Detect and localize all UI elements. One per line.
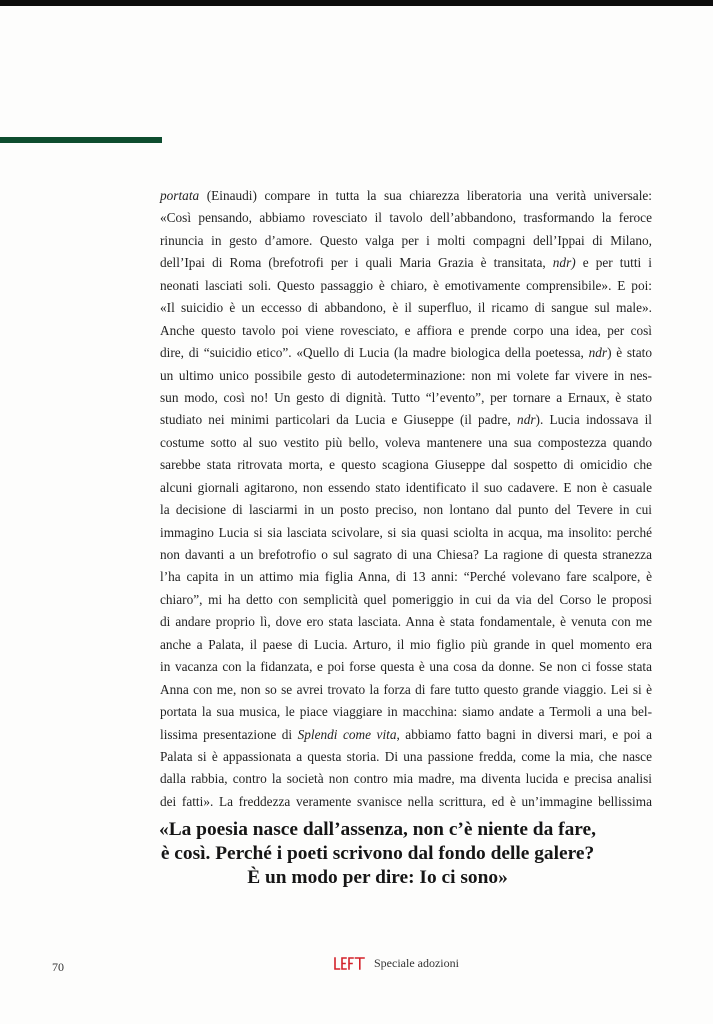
text-run: dell’Ipai di Roma (brefotrofi per i quali Maria Grazia è transitata, bbox=[160, 255, 553, 271]
italic-text: ndr) bbox=[552, 255, 576, 271]
text-run: «Il suicidio è un eccesso di abbandono, è il superfluo, il ricamo di sangue sul male». bbox=[160, 300, 652, 316]
pull-quote bbox=[140, 818, 615, 890]
text-run: ). Lucia indossava il bbox=[535, 412, 652, 428]
text-run: costume sotto al suo vestito più bello, voleva mantenere una sua compostezza quando bbox=[160, 434, 652, 450]
body-line bbox=[160, 768, 652, 790]
body-line bbox=[160, 297, 652, 319]
top-edge-bar bbox=[0, 0, 713, 6]
body-line bbox=[160, 656, 652, 678]
body-line bbox=[160, 320, 652, 342]
body-line bbox=[160, 185, 652, 207]
body-line bbox=[160, 522, 652, 544]
text-run: ) è stato bbox=[607, 345, 652, 361]
body-line bbox=[160, 275, 652, 297]
text-run: e per tutti i bbox=[575, 255, 652, 271]
text-run: immagino Lucia si sia lasciata scivolare, si sia quasi sciolta in acqua, ma insolito: perché bbox=[160, 524, 652, 540]
body-line bbox=[160, 746, 652, 768]
text-run: Anna con me, non so se avrei trovato la forza di fare tutto questo grande viaggio. Lei si è bbox=[160, 681, 652, 697]
body-line bbox=[160, 791, 652, 813]
body-line bbox=[160, 477, 652, 499]
text-run: Palata si è appassionata a questa storia. Di una passione fredda, come la mia, che nasce bbox=[160, 748, 652, 764]
text-run: (Einaudi) compare in tutta la sua chiarezza liberatoria una verità universale: bbox=[199, 188, 652, 203]
body-line bbox=[160, 634, 652, 656]
body-line bbox=[160, 611, 652, 633]
text-run: anche a Palata, il paese di Lucia. Arturo, il mio figlio più grande in quel momento era bbox=[160, 636, 652, 652]
body-line bbox=[160, 365, 652, 387]
body-line bbox=[160, 207, 652, 229]
body-line bbox=[160, 499, 652, 521]
body-line bbox=[160, 544, 652, 566]
body-line bbox=[160, 589, 652, 611]
pull-quote-line: «La poesia nasce dall’assenza, non c’è niente da fare, bbox=[159, 819, 596, 840]
text-run: l’ha capita in un attimo mia figlia Anna, di 13 anni: “Perché volevano fare scalpore, è bbox=[160, 569, 652, 585]
body-line bbox=[160, 432, 652, 454]
italic-text: ndr bbox=[588, 345, 608, 361]
body-line bbox=[160, 409, 652, 431]
text-run: neonati lasciati soli. Questo passaggio è chiaro, è emotivamente comprensibile». E poi: bbox=[160, 277, 652, 293]
body-line bbox=[160, 230, 652, 252]
body-line bbox=[160, 342, 652, 364]
body-line bbox=[160, 679, 652, 701]
left-logo-icon bbox=[333, 957, 366, 970]
text-run: di andare proprio lì, dove ero stata lasciata. Anna è stata fondamentale, è venuta con me bbox=[160, 614, 652, 630]
footer-branding bbox=[333, 956, 459, 971]
text-run: non davanti a un brefotrofio o sul sagrato di una Chiesa? La ragione di questa stranezza bbox=[160, 547, 652, 562]
text-run: sarebbe stata ritrovata morta, e questo scagiona Giuseppe dal sospetto di omicidio che bbox=[160, 457, 652, 473]
text-run: dei fatti». La freddezza veramente svanisce nella scrittura, ed è un’immagine bellissima bbox=[160, 793, 652, 809]
text-run: , abbiamo fatto bagni in diversi mari, e poi a bbox=[396, 726, 652, 742]
italic-text: Splendi come vita bbox=[297, 726, 397, 742]
body-line bbox=[160, 454, 652, 476]
italic-text: ndr bbox=[517, 412, 536, 428]
text-run: in vacanza con la fidanzata, e poi forse questa è una cosa da donne. Se non ci fosse stata bbox=[160, 659, 652, 675]
italic-text: portata bbox=[160, 188, 200, 203]
text-run: portata la sua musica, le piace viaggiare in macchina: siamo andate a Termoli a una bel- bbox=[160, 704, 652, 720]
text-run: alcuni giornali agitarono, non essendo stato identificato il suo cadavere. E non è casuale bbox=[160, 479, 652, 495]
text-run: dalla rabbia, contro la società non contro mia madre, ma diventa lucida e precisa analisi bbox=[160, 771, 652, 787]
text-run: «Così pensando, abbiamo rovesciato il tavolo dell’abbandono, trasformando la feroce bbox=[160, 210, 652, 226]
body-line bbox=[160, 701, 652, 723]
text-run: chiaro”, mi ha detto con semplicità quel pomeriggio in cui da via del Corso le proposi bbox=[160, 591, 652, 607]
text-run: dire, di “suicidio etico”. «Quello di Lucia (la madre biologica della poetessa, bbox=[160, 345, 589, 361]
text-run: la decisione di lasciarmi in un posto preciso, non lontano dal punto del Tevere in cui bbox=[160, 502, 652, 518]
text-run: studiato nei minimi particolari da Lucia e Giuseppe (il padre, bbox=[160, 412, 518, 428]
text-run: un ultimo unico possibile gesto di autodeterminazione: non mi volete far vivere in nes- bbox=[160, 367, 652, 383]
text-run: lissima presentazione di bbox=[160, 726, 298, 742]
section-accent-bar bbox=[0, 137, 162, 143]
pull-quote-line: è così. Perché i poeti scrivono dal fondo delle galere? bbox=[160, 843, 595, 864]
article-body bbox=[160, 185, 652, 813]
page-number: 70 bbox=[52, 960, 64, 974]
text-run: rinuncia in gesto d’amore. Questo valga per i molti compagni dell’Ippai di Milano, bbox=[160, 232, 652, 248]
body-line bbox=[160, 566, 652, 588]
body-line bbox=[160, 387, 652, 409]
text-run: sun modo, così no! Un gesto di dignità. Tutto “l’evento”, per tornare a Ernaux, è stato bbox=[160, 389, 652, 405]
section-label: Speciale adozioni bbox=[374, 956, 459, 970]
text-run: Anche questo tavolo poi viene rovesciato, e affiora e prende corpo una idea, per così bbox=[160, 322, 652, 338]
body-line bbox=[160, 724, 652, 746]
pull-quote-line: È un modo per dire: Io ci sono» bbox=[247, 867, 508, 888]
body-line bbox=[160, 252, 652, 274]
